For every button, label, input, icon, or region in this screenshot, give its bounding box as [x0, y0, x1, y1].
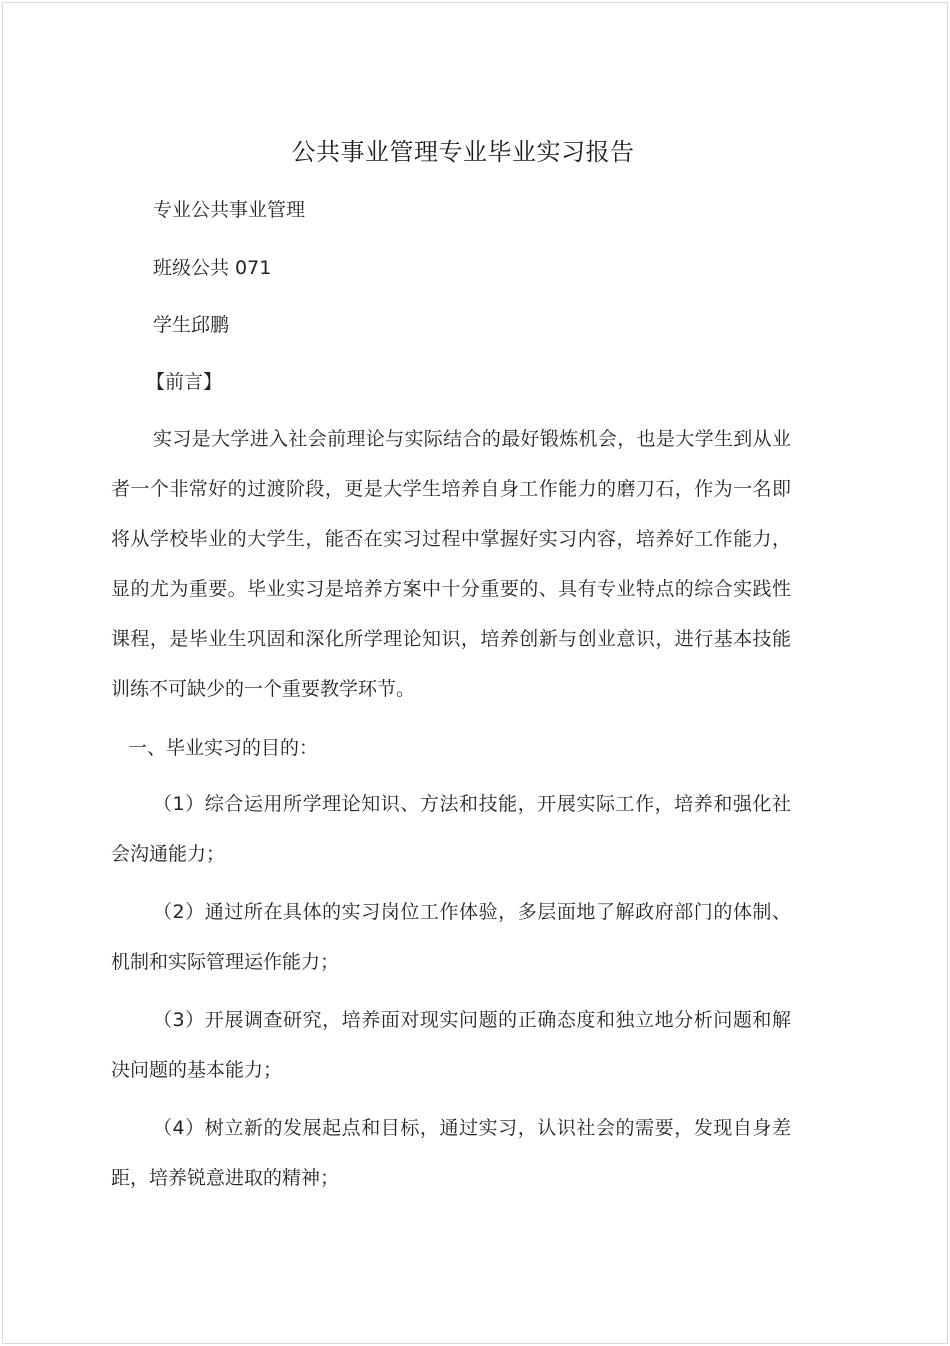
document-page — [2, 2, 948, 1344]
preface-paragraph: 实习是大学进入社会前理论与实际结合的最好锻炼机会，也是大学生到从业者一个非常好的过渡阶段，更是大学生培养自身工作能力的磨刀石，作为一名即将从学校毕业的大学生，能否在实习过程中掌握好实习内容，培养好工作能力，显的尤为重要。毕业实习是培养方案中十分重要的、具有专业特点的综合实践性课程，是毕业生巩固和深化所学理论知识，培养创新与创业意识，进行基本技能训练不可缺少的一个重要教学环节。 — [111, 428, 791, 700]
section-heading: 一、毕业实习的目的： — [128, 737, 319, 759]
objective-item-4: （4）树立新的发展起点和目标，通过实习，认识社会的需要，发现自身差距，培养锐意进取的精神； — [111, 1117, 791, 1189]
major-line: 专业公共事业管理 — [153, 199, 306, 221]
objective-item-3: （3）开展调查研究，培养面对现实问题的正确态度和独立地分析问题和解决问题的基本能力； — [111, 1009, 791, 1081]
objective-item-1: （1）综合运用所学理论知识、方法和技能，开展实际工作，培养和强化社会沟通能力； — [111, 793, 791, 865]
student-line: 学生邱鹏 — [153, 314, 230, 336]
class-line: 班级公共 071 — [153, 257, 272, 279]
objective-item-2: （2）通过所在具体的实习岗位工作体验，多层面地了解政府部门的体制、机制和实际管理运作能力； — [111, 901, 791, 973]
document-title: 公共事业管理专业毕业实习报告 — [291, 138, 635, 166]
preface-heading: 【前言】 — [146, 371, 223, 393]
